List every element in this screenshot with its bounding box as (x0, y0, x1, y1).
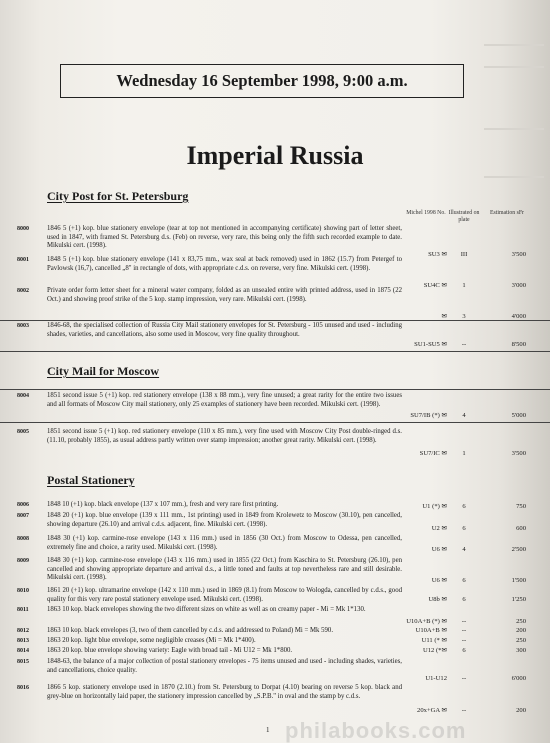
lot-entry (0, 627, 550, 637)
lot-description: 1848 20 (+1) kop. blue envelope (139 x 111 mm., 1st printing) used in 1849 from Krolewetz to Moscow (30.10), pen cancelled, showing departure (26.10) and arrival c.d.s. adjacent, fine. Mikulski cert. (1998). (47, 512, 402, 528)
lot-description: 1861 20 (+1) kop. ultramarine envelope (142 x 110 mm.) used in 1869 (8.1) from Moscow to Wologda, cancelled by c.d.s., good quality for this very rare postal stationery envelope used. Mikulski cert. (1998). (47, 587, 402, 603)
lot-number: 8014 (17, 648, 29, 654)
lot-description: 1848-63, the balance of a major collection of postal stationery envelopes - 75 items unused and used - including shades, varieties, and cancellations, choice quality. (47, 658, 402, 674)
estimate: 4'000 (511, 313, 526, 320)
lot-entry (0, 647, 550, 657)
lot-entry (0, 684, 550, 714)
column-header-estimation: Estimation sFr (490, 210, 524, 216)
bleed-through (484, 44, 544, 46)
lot-number: 8013 (17, 638, 29, 644)
lot-number: 8006 (17, 502, 29, 508)
lot-number: 8009 (17, 558, 29, 564)
estimate: 8'500 (511, 341, 526, 348)
lot-number: 8016 (17, 685, 29, 691)
lot-entry (0, 587, 550, 607)
lot-number: 8003 (17, 323, 29, 329)
page-title: Imperial Russia (186, 141, 364, 170)
michel-number: U12 (*✉ (422, 647, 447, 654)
estimate: 6'000 (511, 675, 526, 682)
column-header-illustrated: Illustrated on plate (448, 210, 480, 223)
lot-description: 1866 5 kop. stationery envelope used in 1870 (2.10.) from St. Petersburg to Dorpat (4.10) bearing on reverse 5 kop. black and grey-blue on horizontally laid paper, the stationery impression cancelled by „S.P.B." in oval and the stamp by c.d.s. (47, 684, 402, 700)
lot-number: 8012 (17, 628, 29, 634)
lot-description: 1848 10 (+1) kop. black envelope (137 x 107 mm.), fresh and very rare first printing. (47, 501, 279, 508)
michel-number: U1-U12 (425, 675, 447, 682)
lot-description: 1848 30 (+1) kop. carmine-rose envelope (143 x 116 mm.) used in 1855 (22 Oct.) from Kaschira to St. Petersburg (26.10), pen cancelled and showing appropriate departure and arrival d.s., a little toned and faults at top nevertheless rare and still desirable. Mikulski cert. (1998). (47, 557, 402, 582)
lot-description: 1851 second issue 5 (+1) kop. red stationery envelope (138 x 88 mm.), very fine unused; a great rarity for the entire two issues and all formats of Moscow City mail stationery, only 25 examples of stationery have been recorded. Mikulski cert. (1998). (47, 392, 402, 408)
lot-description: 1863 10 kop. black envelopes (3, two of them cancelled by c.d.s. and addressed to Poland) Mi = Mk 590. (47, 627, 334, 634)
michel-number: U8b ✉ (428, 596, 447, 603)
plate-number: 6 (462, 647, 466, 654)
lot-entry (0, 428, 550, 464)
estimate: 250 (516, 618, 526, 625)
bleed-through (484, 128, 544, 130)
estimate: 750 (516, 503, 526, 510)
plate-number: 1 (462, 450, 466, 457)
section-title: City Mail for Moscow (47, 364, 160, 378)
lot-number: 8004 (17, 393, 29, 399)
lot-description: 1846-68, the specialised collection of Russia City Mail stationery envelopes for St. Petersburg - 105 unused and used - including shades, varieties, and cancellations, also some used in Moscow, very fine quality throughout. (47, 322, 402, 338)
lot-entry (0, 637, 550, 647)
estimate: 1'500 (511, 577, 526, 584)
michel-number: U6 ✉ (431, 546, 447, 553)
watermark: philabooks.com (285, 718, 467, 743)
lot-number: 8005 (17, 429, 29, 435)
lot-number: 8000 (17, 226, 29, 232)
lot-entry (0, 320, 550, 352)
estimate: 3'000 (511, 282, 526, 289)
session-date-box (60, 64, 464, 98)
plate-number: -- (461, 675, 467, 682)
plate-number: 6 (462, 503, 466, 510)
michel-number: U11 (* ✉ (421, 637, 447, 644)
michel-number: 20x+GA ✉ (417, 707, 447, 714)
estimate: 250 (516, 637, 526, 644)
plate-number: 6 (462, 525, 466, 532)
michel-number: SU4C ✉ (423, 282, 447, 289)
michel-number: SU3 ✉ (428, 251, 447, 258)
michel-number: U1 (*) ✉ (422, 503, 447, 510)
lot-number: 8010 (17, 588, 29, 594)
estimate: 200 (516, 627, 526, 634)
michel-number: ✉ (441, 313, 447, 320)
plate-number: 4 (462, 412, 466, 419)
lot-description: 1863 20 kop. blue envelope showing variety: Eagle with broad tail - Mi U12 = Mk 1*800. (47, 647, 293, 654)
michel-number: SU1-SU5 ✉ (414, 341, 447, 348)
lot-description: 1851 second issue 5 (+1) kop. red stationery envelope (110 x 85 mm.), very fine used with Moscow City Post double-ringed d.s. (11.10, probably 1855), as usual address partly written over stamp impression; another great rarity. Mikulski cert. (1998). (47, 428, 402, 444)
plate-number: 4 (462, 546, 466, 553)
plate-number: -- (461, 627, 467, 634)
lot-description: 1863 20 kop. light blue envelope, some negligible creases (Mi = Mk 1*400). (47, 637, 256, 644)
michel-number: SU7/IC ✉ (419, 450, 447, 457)
column-header-michel: Michel 1998 No. (406, 210, 446, 216)
lot-entry (0, 501, 550, 511)
lot-number: 8008 (17, 536, 29, 542)
lot-number: 8015 (17, 659, 29, 665)
lot-description: 1846 5 (+1) kop. blue stationery envelope (tear at top not mentioned in accompanying certificate) showing part of letter sheet, used in 1847, with framed St. Petersburg d.s. (Feb) on reverse, very rare, this being only the fifth such recorded example to date. Mikulski cert. (1998). (47, 225, 402, 250)
plate-number: -- (461, 341, 467, 348)
plate-number: -- (461, 637, 467, 644)
estimate: 200 (516, 707, 526, 714)
michel-number: U6 ✉ (431, 577, 447, 584)
lot-number: 8002 (17, 288, 29, 294)
plate-number: III (460, 251, 468, 258)
estimate: 3'500 (511, 450, 526, 457)
estimate: 3'500 (511, 251, 526, 258)
michel-number: U2 ✉ (431, 525, 447, 532)
lot-entry (0, 557, 550, 587)
lot-description: 1863 10 kop. black envelopes showing the two different sizes on white as well as on creamy paper - Mi = Mk 1*130. (47, 606, 366, 613)
bleed-through (484, 176, 544, 178)
estimate: 2'500 (511, 546, 526, 553)
plate-number: 1 (462, 282, 466, 289)
michel-number: U10A+B ✉ (415, 627, 447, 634)
lot-entry (0, 658, 550, 686)
lot-number: 8011 (17, 607, 29, 613)
lot-entry (0, 389, 550, 423)
plate-number: -- (461, 707, 467, 714)
lot-description: Private order form letter sheet for a mineral water company, folded as an unsealed entire with printed address, used in 1875 (22 Oct.) and showing proof strike of the 5 kop. stamp impression, very rare. Mikulski cert. (1998). (47, 287, 402, 303)
section-title: City Post for St. Petersburg (47, 189, 189, 203)
lot-number: 8001 (17, 257, 29, 263)
plate-number: 3 (462, 313, 466, 320)
bleed-through (484, 66, 544, 68)
michel-number: U10A+B (*) ✉ (406, 618, 447, 625)
plate-number: -- (461, 618, 467, 625)
session-date: Wednesday 16 September 1998, 9:00 a.m. (116, 71, 408, 90)
lot-entry (0, 287, 550, 323)
estimate: 300 (516, 647, 526, 654)
estimate: 1'250 (511, 596, 526, 603)
michel-number: SU7/IB (*) ✉ (410, 412, 447, 419)
plate-number: 6 (462, 577, 466, 584)
lot-number: 8007 (17, 513, 29, 519)
section-title: Postal Stationery (47, 473, 135, 487)
lot-description: 1848 5 (+1) kop. blue stationery envelope (141 x 83,75 mm., wax seal at back removed) used in 1862 (15.7) from Petergef to Pavlowsk (16,7), cancelled „8" in rectangle of dots, with appropriate c.d.s. on reverse, very fine. Mikulski cert. (1998). (47, 256, 402, 272)
page-number: 1 (266, 726, 270, 734)
lot-entry (0, 606, 550, 626)
estimate: 600 (516, 525, 526, 532)
plate-number: 6 (462, 596, 466, 603)
lot-description: 1848 30 (+1) kop. carmine-rose envelope (143 x 116 mm.) used in 1856 (30 Oct.) from Moscow to Odessa, pen cancelled, extremely fine and choice, a rarity used. Mikulski cert. (1998). (47, 535, 402, 551)
estimate: 5'000 (511, 412, 526, 419)
